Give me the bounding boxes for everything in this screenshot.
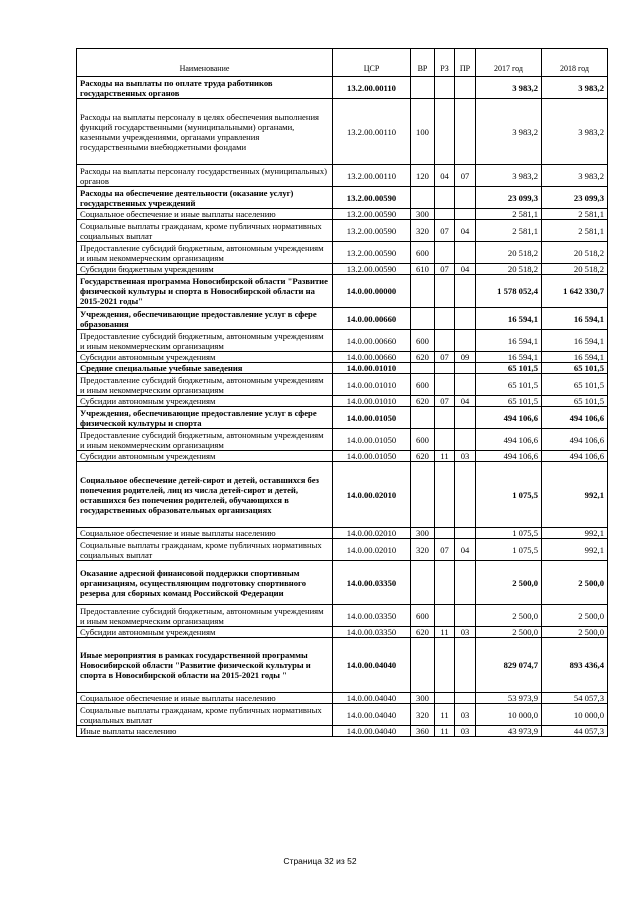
header-vr: ВР xyxy=(411,49,435,77)
cell-y2017: 2 500,0 xyxy=(476,561,542,605)
cell-y2017: 1 075,5 xyxy=(476,539,542,561)
cell-name: Социальные выплаты гражданам, кроме публичных нормативных социальных выплат xyxy=(77,704,333,726)
budget-table xyxy=(76,48,608,737)
cell-pr xyxy=(455,429,476,451)
cell-y2017: 20 518,2 xyxy=(476,264,542,275)
cell-vr: 300 xyxy=(411,693,435,704)
cell-vr: 300 xyxy=(411,209,435,220)
cell-rz xyxy=(435,363,455,374)
cell-pr: 07 xyxy=(455,165,476,187)
cell-y2018: 16 594,1 xyxy=(542,330,608,352)
table-row xyxy=(77,627,608,638)
cell-rz xyxy=(435,605,455,627)
cell-code: 13.2.00.00110 xyxy=(333,77,411,99)
cell-vr: 600 xyxy=(411,242,435,264)
cell-vr xyxy=(411,187,435,209)
cell-code: 14.0.00.02010 xyxy=(333,528,411,539)
cell-y2018: 893 436,4 xyxy=(542,638,608,693)
cell-y2018: 2 581,1 xyxy=(542,220,608,242)
cell-y2018: 44 057,3 xyxy=(542,726,608,737)
cell-pr xyxy=(455,462,476,528)
header-name: Наименование xyxy=(77,49,333,77)
cell-y2018: 2 581,1 xyxy=(542,209,608,220)
cell-code: 14.0.00.03350 xyxy=(333,627,411,638)
cell-code: 14.0.00.04040 xyxy=(333,726,411,737)
cell-name: Предоставление субсидий бюджетным, автономным учреждениям и иным некоммерческим организациям xyxy=(77,242,333,264)
cell-rz: 07 xyxy=(435,264,455,275)
table-row xyxy=(77,77,608,99)
budget-table-page xyxy=(76,48,607,737)
cell-vr: 320 xyxy=(411,539,435,561)
cell-vr xyxy=(411,407,435,429)
table-row xyxy=(77,209,608,220)
cell-y2018: 65 101,5 xyxy=(542,363,608,374)
cell-name: Субсидии автономным учреждениям xyxy=(77,352,333,363)
cell-y2018: 494 106,6 xyxy=(542,451,608,462)
cell-vr xyxy=(411,462,435,528)
cell-vr xyxy=(411,77,435,99)
cell-rz: 04 xyxy=(435,165,455,187)
cell-name: Иные выплаты населению xyxy=(77,726,333,737)
header-rz: РЗ xyxy=(435,49,455,77)
cell-name: Предоставление субсидий бюджетным, автономным учреждениям и иным некоммерческим организациям xyxy=(77,330,333,352)
cell-pr: 04 xyxy=(455,539,476,561)
cell-pr xyxy=(455,693,476,704)
cell-y2018: 54 057,3 xyxy=(542,693,608,704)
header-code: ЦСР xyxy=(333,49,411,77)
cell-y2017: 3 983,2 xyxy=(476,99,542,165)
table-row xyxy=(77,462,608,528)
table-row xyxy=(77,275,608,308)
table-row xyxy=(77,363,608,374)
cell-pr xyxy=(455,528,476,539)
cell-y2017: 2 581,1 xyxy=(476,220,542,242)
cell-y2017: 1 578 052,4 xyxy=(476,275,542,308)
cell-rz xyxy=(435,693,455,704)
cell-name: Расходы на выплаты персоналу государственных (муниципальных) органов xyxy=(77,165,333,187)
cell-y2018: 10 000,0 xyxy=(542,704,608,726)
table-row xyxy=(77,165,608,187)
cell-pr xyxy=(455,561,476,605)
cell-y2017: 2 500,0 xyxy=(476,605,542,627)
table-row xyxy=(77,539,608,561)
cell-y2018: 2 500,0 xyxy=(542,561,608,605)
cell-rz xyxy=(435,638,455,693)
cell-y2017: 65 101,5 xyxy=(476,363,542,374)
cell-rz xyxy=(435,209,455,220)
cell-pr: 03 xyxy=(455,627,476,638)
cell-y2017: 494 106,6 xyxy=(476,407,542,429)
cell-y2017: 23 099,3 xyxy=(476,187,542,209)
cell-vr: 320 xyxy=(411,220,435,242)
cell-vr: 600 xyxy=(411,374,435,396)
cell-code: 14.0.00.04040 xyxy=(333,638,411,693)
cell-vr xyxy=(411,275,435,308)
cell-y2018: 3 983,2 xyxy=(542,99,608,165)
table-row xyxy=(77,429,608,451)
cell-y2018: 23 099,3 xyxy=(542,187,608,209)
cell-pr xyxy=(455,242,476,264)
cell-vr: 300 xyxy=(411,528,435,539)
cell-name: Расходы на обеспечение деятельности (оказание услуг) государственных учреждений xyxy=(77,187,333,209)
cell-code: 14.0.00.01010 xyxy=(333,374,411,396)
table-row xyxy=(77,308,608,330)
cell-rz: 11 xyxy=(435,726,455,737)
table-row xyxy=(77,561,608,605)
cell-vr: 600 xyxy=(411,429,435,451)
cell-name: Социальные выплаты гражданам, кроме публичных нормативных социальных выплат xyxy=(77,539,333,561)
cell-rz xyxy=(435,374,455,396)
cell-y2018: 992,1 xyxy=(542,528,608,539)
table-row xyxy=(77,407,608,429)
cell-pr xyxy=(455,374,476,396)
cell-code: 13.2.00.00590 xyxy=(333,242,411,264)
cell-y2018: 16 594,1 xyxy=(542,308,608,330)
cell-name: Средние специальные учебные заведения xyxy=(77,363,333,374)
cell-name: Государственная программа Новосибирской области "Развитие физической культуры и спорта в Новосибирской области на 2015-2021 годы" xyxy=(77,275,333,308)
header-pr: ПР xyxy=(455,49,476,77)
cell-name: Предоставление субсидий бюджетным, автономным учреждениям и иным некоммерческим организациям xyxy=(77,605,333,627)
cell-name: Субсидии автономным учреждениям xyxy=(77,451,333,462)
cell-pr xyxy=(455,209,476,220)
cell-pr xyxy=(455,638,476,693)
table-row xyxy=(77,187,608,209)
cell-y2017: 16 594,1 xyxy=(476,308,542,330)
header-2017: 2017 год xyxy=(476,49,542,77)
cell-y2018: 2 500,0 xyxy=(542,605,608,627)
cell-y2017: 53 973,9 xyxy=(476,693,542,704)
cell-rz xyxy=(435,407,455,429)
cell-rz: 07 xyxy=(435,396,455,407)
cell-code: 13.2.00.00590 xyxy=(333,209,411,220)
cell-vr: 620 xyxy=(411,451,435,462)
cell-code: 14.0.00.01050 xyxy=(333,429,411,451)
cell-code: 13.2.00.00590 xyxy=(333,187,411,209)
table-row xyxy=(77,264,608,275)
cell-name: Субсидии автономным учреждениям xyxy=(77,396,333,407)
cell-rz xyxy=(435,429,455,451)
cell-y2017: 2 581,1 xyxy=(476,209,542,220)
cell-rz xyxy=(435,77,455,99)
cell-y2017: 16 594,1 xyxy=(476,352,542,363)
cell-code: 14.0.00.00660 xyxy=(333,330,411,352)
cell-pr xyxy=(455,275,476,308)
table-header-row xyxy=(77,49,608,77)
cell-pr xyxy=(455,99,476,165)
cell-vr: 320 xyxy=(411,704,435,726)
cell-vr: 100 xyxy=(411,99,435,165)
cell-y2018: 16 594,1 xyxy=(542,352,608,363)
table-row xyxy=(77,528,608,539)
cell-code: 14.0.00.00660 xyxy=(333,308,411,330)
cell-y2018: 3 983,2 xyxy=(542,165,608,187)
cell-rz xyxy=(435,528,455,539)
cell-code: 13.2.00.00590 xyxy=(333,220,411,242)
cell-vr xyxy=(411,561,435,605)
cell-rz xyxy=(435,242,455,264)
header-2018: 2018 год xyxy=(542,49,608,77)
page-footer: Страница 32 из 52 xyxy=(283,856,357,866)
cell-pr xyxy=(455,407,476,429)
budget-table-body xyxy=(77,49,608,737)
cell-vr xyxy=(411,308,435,330)
cell-rz xyxy=(435,187,455,209)
cell-name: Предоставление субсидий бюджетным, автономным учреждениям и иным некоммерческим организациям xyxy=(77,374,333,396)
cell-y2017: 494 106,6 xyxy=(476,451,542,462)
cell-pr xyxy=(455,77,476,99)
cell-name: Социальные выплаты гражданам, кроме публичных нормативных социальных выплат xyxy=(77,220,333,242)
table-row xyxy=(77,704,608,726)
cell-y2017: 494 106,6 xyxy=(476,429,542,451)
cell-vr: 600 xyxy=(411,605,435,627)
cell-name: Учреждения, обеспечивающие предоставление услуг в сфере образования xyxy=(77,308,333,330)
cell-code: 13.2.00.00110 xyxy=(333,99,411,165)
cell-name: Социальное обеспечение детей-сирот и детей, оставшихся без попечения родителей, лиц из числа детей-сирот и детей, оставшихся без попечения родителей, обучающихся в государственных образовательных организациях xyxy=(77,462,333,528)
cell-rz: 07 xyxy=(435,220,455,242)
cell-rz xyxy=(435,561,455,605)
cell-vr: 360 xyxy=(411,726,435,737)
cell-pr xyxy=(455,330,476,352)
cell-name: Расходы на выплаты по оплате труда работников государственных органов xyxy=(77,77,333,99)
cell-code: 14.0.00.00660 xyxy=(333,352,411,363)
table-row xyxy=(77,638,608,693)
cell-y2018: 20 518,2 xyxy=(542,242,608,264)
cell-rz xyxy=(435,330,455,352)
cell-code: 14.0.00.00000 xyxy=(333,275,411,308)
cell-code: 13.2.00.00110 xyxy=(333,165,411,187)
table-row xyxy=(77,220,608,242)
table-row xyxy=(77,693,608,704)
cell-vr: 620 xyxy=(411,396,435,407)
cell-y2017: 65 101,5 xyxy=(476,396,542,407)
cell-y2017: 20 518,2 xyxy=(476,242,542,264)
cell-rz: 11 xyxy=(435,627,455,638)
cell-pr: 04 xyxy=(455,220,476,242)
table-row xyxy=(77,99,608,165)
cell-y2018: 992,1 xyxy=(542,539,608,561)
cell-code: 14.0.00.01010 xyxy=(333,396,411,407)
table-row xyxy=(77,451,608,462)
cell-code: 14.0.00.03350 xyxy=(333,605,411,627)
cell-rz xyxy=(435,308,455,330)
cell-pr xyxy=(455,308,476,330)
cell-name: Субсидии бюджетным учреждениям xyxy=(77,264,333,275)
cell-vr: 600 xyxy=(411,330,435,352)
cell-y2018: 65 101,5 xyxy=(542,374,608,396)
cell-rz: 07 xyxy=(435,539,455,561)
cell-y2018: 494 106,6 xyxy=(542,407,608,429)
cell-rz xyxy=(435,462,455,528)
cell-y2018: 1 642 330,7 xyxy=(542,275,608,308)
cell-vr: 620 xyxy=(411,627,435,638)
cell-vr: 120 xyxy=(411,165,435,187)
cell-y2017: 16 594,1 xyxy=(476,330,542,352)
cell-vr: 620 xyxy=(411,352,435,363)
cell-name: Оказание адресной финансовой поддержки спортивным организациям, осуществляющим подготовку спортивного резерва для сборных команд Российской Федерации xyxy=(77,561,333,605)
table-row xyxy=(77,396,608,407)
cell-rz: 11 xyxy=(435,704,455,726)
cell-y2018: 20 518,2 xyxy=(542,264,608,275)
cell-name: Предоставление субсидий бюджетным, автономным учреждениям и иным некоммерческим организациям xyxy=(77,429,333,451)
cell-pr xyxy=(455,605,476,627)
cell-pr: 09 xyxy=(455,352,476,363)
table-row xyxy=(77,242,608,264)
cell-pr xyxy=(455,363,476,374)
cell-name: Иные мероприятия в рамках государственной программы Новосибирской области "Развитие физической культуры и спорта в Новосибирской области на 2015-2021 годы " xyxy=(77,638,333,693)
table-row xyxy=(77,726,608,737)
cell-name: Социальное обеспечение и иные выплаты населению xyxy=(77,528,333,539)
cell-name: Учреждения, обеспечивающие предоставление услуг в сфере физической культуры и спорта xyxy=(77,407,333,429)
cell-code: 14.0.00.04040 xyxy=(333,704,411,726)
cell-y2018: 992,1 xyxy=(542,462,608,528)
cell-y2017: 3 983,2 xyxy=(476,165,542,187)
table-row xyxy=(77,605,608,627)
cell-vr: 610 xyxy=(411,264,435,275)
cell-rz xyxy=(435,275,455,308)
table-row xyxy=(77,352,608,363)
cell-pr xyxy=(455,187,476,209)
cell-y2017: 43 973,9 xyxy=(476,726,542,737)
cell-y2018: 65 101,5 xyxy=(542,396,608,407)
cell-y2017: 3 983,2 xyxy=(476,77,542,99)
cell-vr xyxy=(411,363,435,374)
cell-rz: 07 xyxy=(435,352,455,363)
cell-pr: 03 xyxy=(455,704,476,726)
cell-code: 14.0.00.01010 xyxy=(333,363,411,374)
cell-code: 14.0.00.04040 xyxy=(333,693,411,704)
cell-pr: 04 xyxy=(455,396,476,407)
cell-code: 14.0.00.02010 xyxy=(333,462,411,528)
cell-y2017: 2 500,0 xyxy=(476,627,542,638)
cell-rz: 11 xyxy=(435,451,455,462)
cell-code: 14.0.00.01050 xyxy=(333,451,411,462)
cell-name: Субсидии автономным учреждениям xyxy=(77,627,333,638)
table-row xyxy=(77,374,608,396)
cell-pr: 03 xyxy=(455,451,476,462)
cell-code: 14.0.00.02010 xyxy=(333,539,411,561)
cell-y2017: 10 000,0 xyxy=(476,704,542,726)
cell-y2017: 65 101,5 xyxy=(476,374,542,396)
cell-code: 14.0.00.03350 xyxy=(333,561,411,605)
cell-y2018: 3 983,2 xyxy=(542,77,608,99)
cell-code: 14.0.00.01050 xyxy=(333,407,411,429)
cell-pr: 03 xyxy=(455,726,476,737)
cell-name: Социальное обеспечение и иные выплаты населению xyxy=(77,693,333,704)
cell-y2018: 2 500,0 xyxy=(542,627,608,638)
cell-y2017: 829 074,7 xyxy=(476,638,542,693)
cell-name: Социальное обеспечение и иные выплаты населению xyxy=(77,209,333,220)
table-row xyxy=(77,330,608,352)
cell-code: 13.2.00.00590 xyxy=(333,264,411,275)
cell-name: Расходы на выплаты персоналу в целях обеспечения выполнения функций государственными (муниципальными) органами, казенными учреждениями, органами управления государственными внебюджетными фондами xyxy=(77,99,333,165)
cell-rz xyxy=(435,99,455,165)
cell-pr: 04 xyxy=(455,264,476,275)
cell-y2017: 1 075,5 xyxy=(476,528,542,539)
cell-y2018: 494 106,6 xyxy=(542,429,608,451)
cell-vr xyxy=(411,638,435,693)
cell-y2017: 1 075,5 xyxy=(476,462,542,528)
